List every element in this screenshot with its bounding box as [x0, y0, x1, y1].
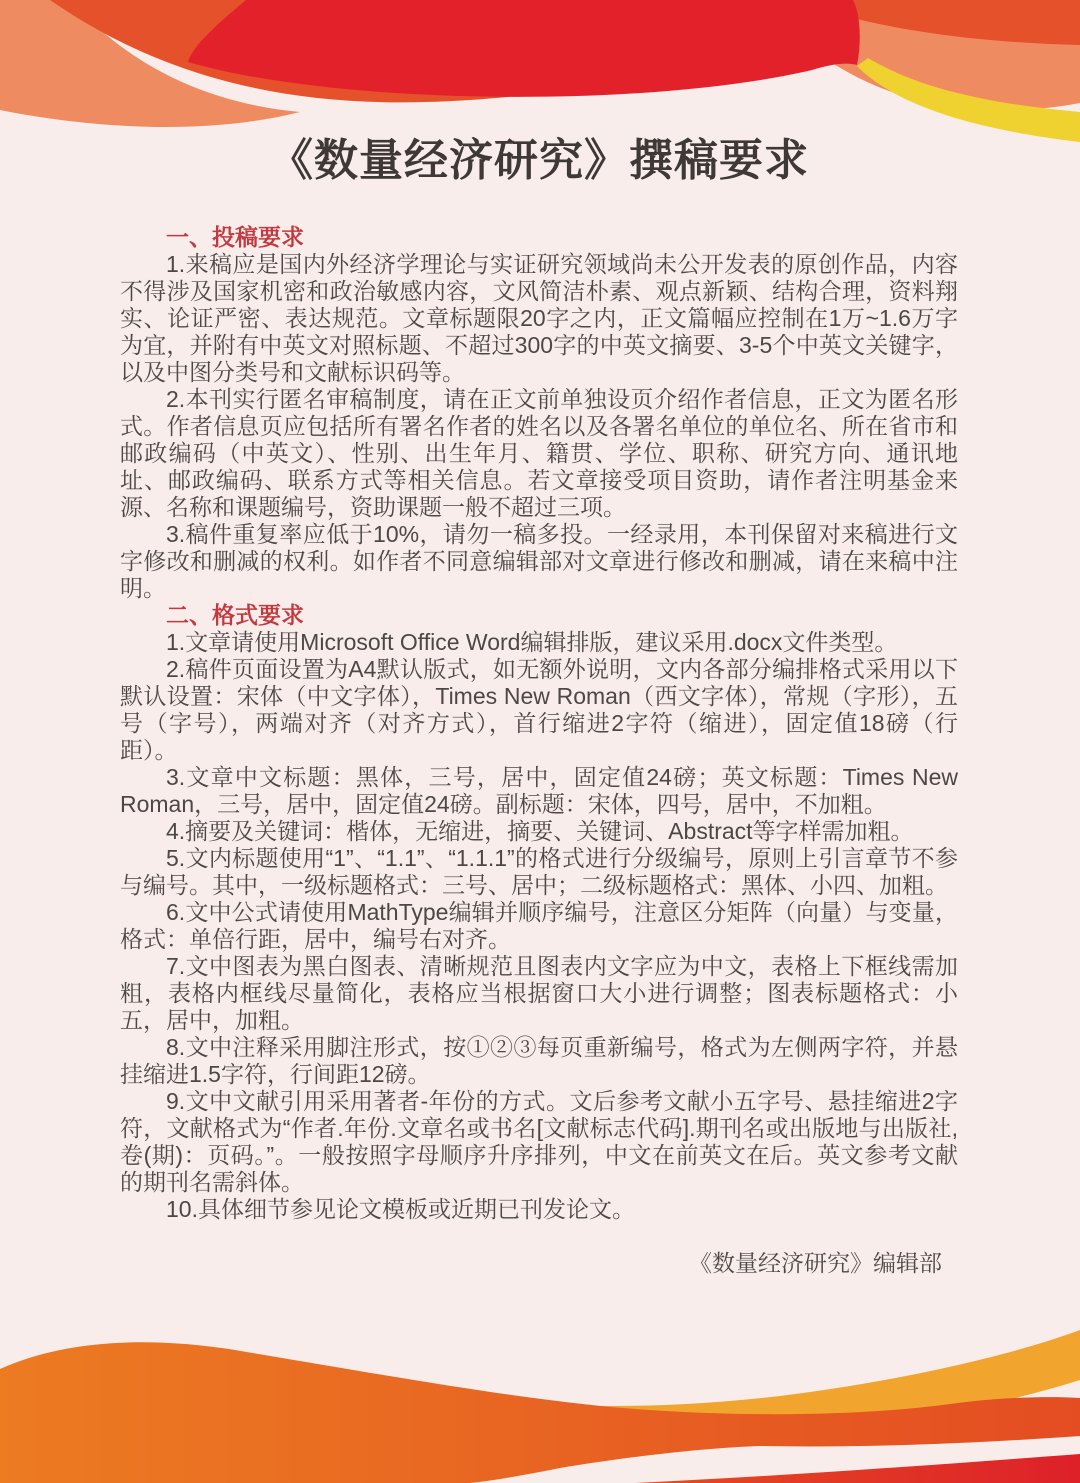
- document-body: [120, 224, 958, 1223]
- section-2-paragraph-4: 4.摘要及关键词：楷体，无缩进，摘要、关键词、Abstract等字样需加粗。: [166, 818, 914, 844]
- page-title: 《数量经济研究》撰稿要求: [269, 136, 809, 185]
- section-2-paragraph-8: 8.文中注释采用脚注形式，按①②③每页重新编号，格式为左侧两字符，并悬挂缩进1.5字符，行间距12磅。: [120, 1034, 958, 1087]
- document-content: [120, 0, 958, 1277]
- section-2-paragraph-5: 5.文内标题使用“1”、“1.1”、“1.1.1”的格式进行分级编号，原则上引言章节不参与编号。其中，一级标题格式：三号、居中；二级标题格式：黑体、小四、加粗。: [120, 845, 958, 898]
- bottom-wave-decoration: [0, 1308, 1080, 1483]
- section-2-paragraph-6: 6.文中公式请使用MathType编辑并顺序编号，注意区分矩阵（向量）与变量，格式：单倍行距，居中，编号右对齐。: [120, 899, 958, 952]
- bottom-red-band-icon: [635, 1454, 1080, 1483]
- section-2-paragraph-10: 10.具体细节参见论文模板或近期已刊发论文。: [166, 1196, 635, 1222]
- section-2-paragraph-9: 9.文中文献引用采用著者-年份的方式。文后参考文献小五字号、悬挂缩进2字符，文献格式为“作者.年份.文章名或书名[文献标志代码].期刊名或出版地与出版社,卷(期)：页码。”。一般按照字母顺序升序排列，中文在前英文在后。英文参考文献的期刊名需斜体。: [120, 1088, 958, 1195]
- section-1-paragraph-1: 1.来稿应是国内外经济学理论与实证研究领域尚未公开发表的原创作品，内容不得涉及国家机密和政治敏感内容，文风简洁朴素、观点新颖、结构合理，资料翔实、论证严密、表达规范。文章标题限20字之内，正文篇幅应控制在1万~1.6万字为宜，并附有中英文对照标题、不超过300字的中英文摘要、3-5个中英文关键字，以及中图分类号和文献标识码等。: [120, 251, 958, 385]
- section-1-paragraph-3: 3.稿件重复率应低于10%，请勿一稿多投。一经录用，本刊保留对来稿进行文字修改和删减的权利。如作者不同意编辑部对文章进行修改和删减，请在来稿中注明。: [120, 521, 958, 601]
- section-2-paragraph-1: 1.文章请使用Microsoft Office Word编辑排版，建议采用.docx文件类型。: [166, 629, 898, 655]
- section-2-paragraph-7: 7.文中图表为黑白图表、清晰规范且图表内文字应为中文，表格上下框线需加粗，表格内框线尽量简化，表格应当根据窗口大小进行调整；图表标题格式：小五，居中，加粗。: [120, 953, 958, 1033]
- section-1-paragraph-2: 2.本刊实行匿名审稿制度，请在正文前单独设页介绍作者信息，正文为匿名形式。作者信息页应包括所有署名作者的姓名以及各署名单位的单位名、所在省市和邮政编码（中英文）、性别、出生年月、籍贯、学位、职称、研究方向、通讯地址、邮政编码、联系方式等相关信息。若文章接受项目资助，请作者注明基金来源、名称和课题编号，资助课题一般不超过三项。: [120, 386, 958, 520]
- section-2-heading: 二、格式要求: [166, 602, 304, 628]
- section-2-paragraph-2: 2.稿件页面设置为A4默认版式，如无额外说明，文内各部分编排格式采用以下默认设置：宋体（中文字体），Times New Roman（西文字体），常规（字形），五号（字号），两端对齐（对齐方式），首行缩进2字符（缩进），固定值18磅（行距）。: [120, 656, 958, 763]
- section-1-heading: 一、投稿要求: [166, 224, 304, 250]
- editorial-signature: 《数量经济研究》编辑部: [689, 1250, 942, 1276]
- bottom-orange-wave-icon: [0, 1342, 1080, 1483]
- section-2-paragraph-3: 3.文章中文标题：黑体，三号，居中，固定值24磅；英文标题：Times New Roman，三号，居中，固定值24磅。副标题：宋体，四号，居中，不加粗。: [120, 764, 958, 817]
